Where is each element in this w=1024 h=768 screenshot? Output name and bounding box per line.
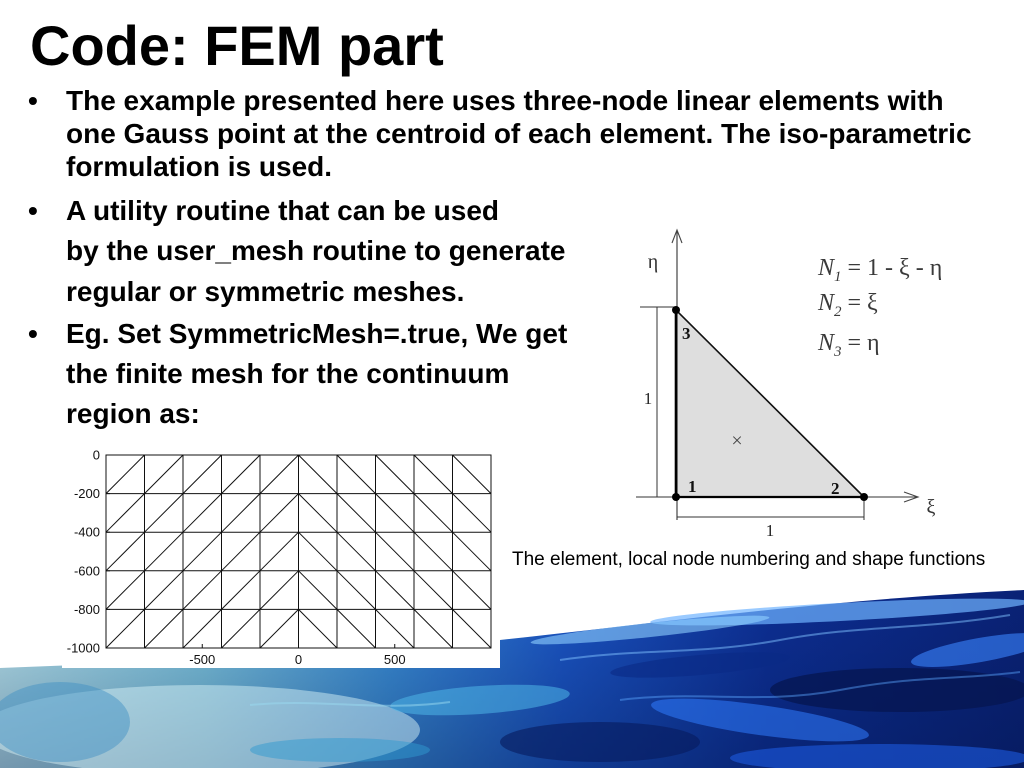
bullet-1-line-2: one Gauss point at the centroid of each element. The iso-parametric — [66, 118, 972, 149]
y-tick-label: 0 — [92, 447, 100, 463]
bullet-3-line-3: region as: — [66, 398, 200, 429]
vertical-dimension-label: 1 — [643, 389, 653, 408]
shape-function-n3 — [817, 330, 880, 360]
shape-function-symbol: N — [818, 290, 835, 316]
bullet-marker: • — [28, 85, 38, 116]
node-3-dot — [672, 306, 680, 314]
slide-title: Code: FEM part — [30, 14, 444, 77]
mesh-plot-canvas — [62, 442, 500, 668]
shape-function-subscript: 2 — [834, 304, 842, 320]
mesh-plot — [62, 442, 500, 668]
wave-streak — [500, 722, 700, 762]
node-label-3: 3 — [682, 324, 691, 343]
shape-function-symbol: N — [818, 255, 835, 281]
shape-function-expression: = ξ — [847, 290, 878, 316]
bullet-marker: • — [28, 195, 38, 226]
bullet-3-line-2: the finite mesh for the continuum — [66, 358, 510, 389]
shape-function-expression: = η — [847, 330, 880, 356]
shape-function-expression: = 1 - ξ - η — [847, 255, 943, 281]
bullet-3-line-1: Eg. Set SymmetricMesh=.true, We get — [66, 318, 568, 349]
eta-axis-label: η — [647, 251, 659, 273]
element-diagram — [610, 222, 1010, 542]
x-tick-label: -500 — [189, 652, 216, 667]
bullet-1-line-1: The example presented here uses three-node linear elements with — [66, 85, 944, 116]
centroid-marker: × — [731, 430, 743, 452]
shape-function-subscript: 3 — [834, 344, 842, 360]
bullet-1-line-3: formulation is used. — [66, 151, 333, 182]
element-caption: The element, local node numbering and shape functions — [512, 549, 986, 570]
y-tick-label: -800 — [73, 601, 100, 617]
x-tick-label: 0 — [294, 652, 303, 667]
shape-function-n1 — [817, 255, 942, 285]
shape-function-subscript: 1 — [834, 269, 842, 285]
y-tick-label: -600 — [73, 563, 100, 579]
bullet-2-line-3: regular or symmetric meshes. — [66, 276, 465, 307]
shape-function-symbol: N — [818, 330, 835, 356]
wave-streak — [250, 738, 430, 762]
bullet-2-line-1: A utility routine that can be used — [66, 195, 500, 226]
node-label-1: 1 — [688, 477, 697, 496]
y-tick-label: -400 — [73, 524, 100, 540]
node-label-2: 2 — [831, 479, 840, 498]
y-tick-label: -200 — [73, 486, 100, 502]
node-1-dot — [672, 493, 680, 501]
triangle-element — [676, 310, 864, 497]
xi-axis-label: ξ — [926, 496, 936, 518]
shape-function-n2 — [817, 290, 878, 320]
node-2-dot — [860, 493, 868, 501]
bullet-2-line-2: by the user_mesh routine to generate — [66, 235, 566, 266]
y-tick-label: -1000 — [66, 640, 100, 656]
x-tick-label: 500 — [383, 652, 406, 667]
bullet-marker: • — [28, 318, 38, 349]
horizontal-dimension-label: 1 — [765, 521, 775, 540]
